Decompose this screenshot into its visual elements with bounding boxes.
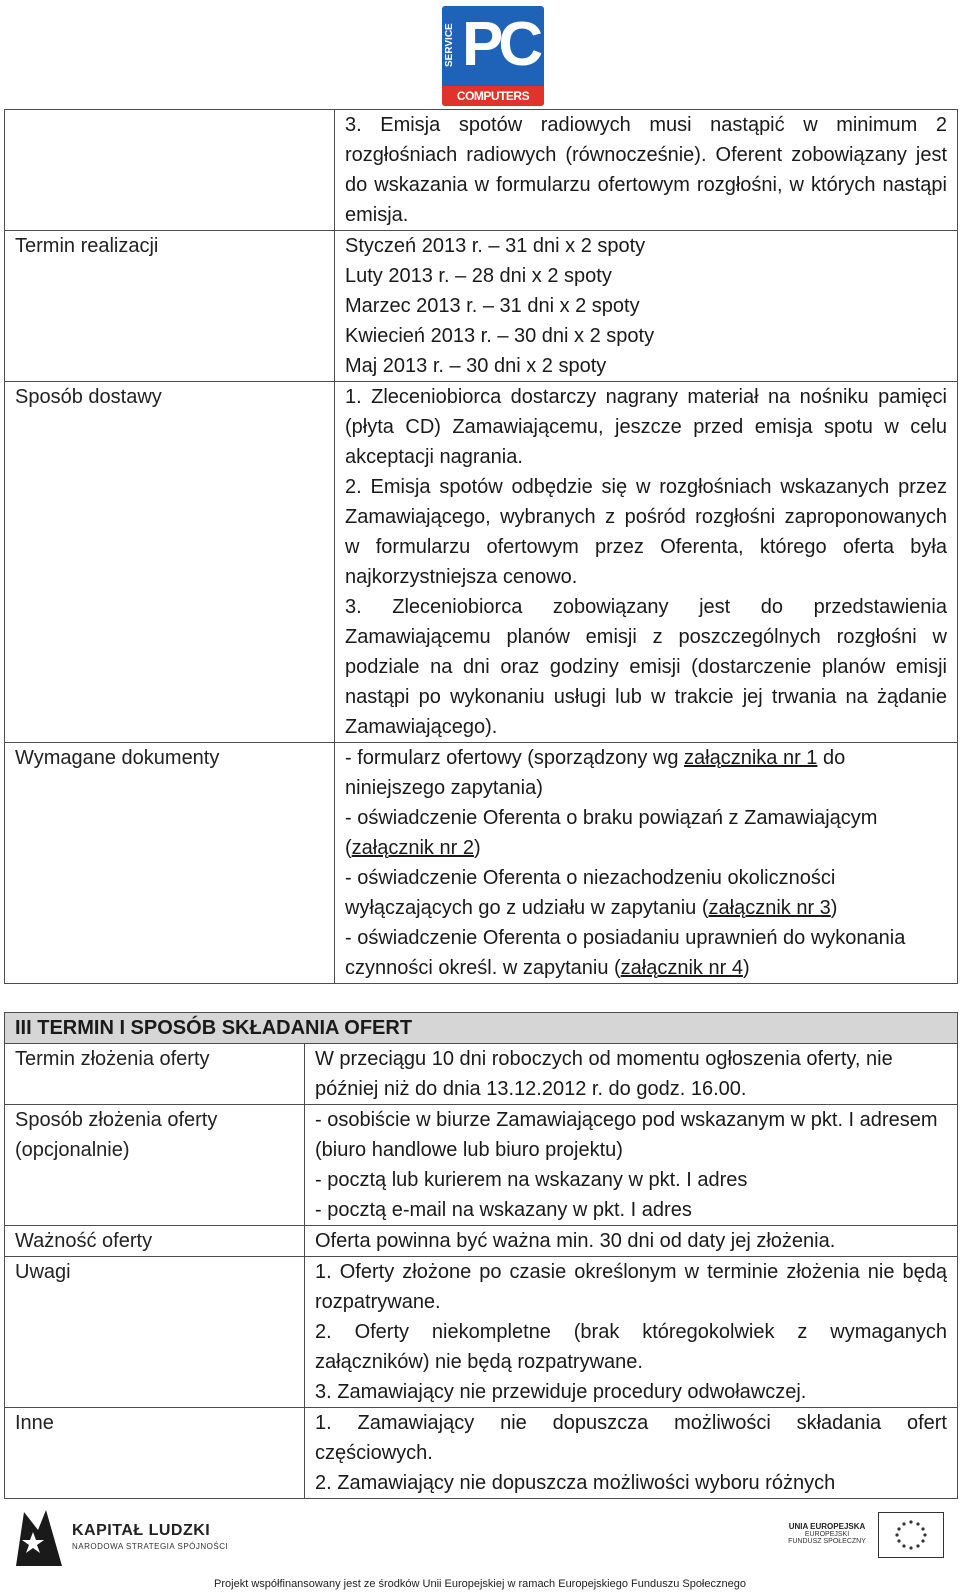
- schedule-line: Luty 2013 r. – 28 dni x 2 spoty: [345, 265, 612, 287]
- kapital-ludzki-text: [72, 1522, 228, 1551]
- company-logo: [442, 6, 544, 106]
- document-text: ): [473, 837, 481, 859]
- schedule-line: Maj 2013 r. – 30 dni x 2 spoty: [345, 355, 607, 377]
- content-line: - pocztą lub kurierem na wskazany w pkt. I adres: [315, 1169, 748, 1191]
- schedule-line: Styczeń 2013 r. – 31 dni x 2 spoty: [345, 235, 646, 257]
- eu-line-1: UNIA EUROPEJSKA: [788, 1522, 866, 1531]
- kl-subtitle: NARODOWA STRATEGIA SPÓJNOŚCI: [72, 1542, 229, 1551]
- row-label-waznosc-oferty: Ważność oferty: [5, 1226, 305, 1257]
- logo-pc-text: PC: [462, 10, 539, 79]
- paragraph: 2. Emisja spotów odbędzie się w rozgłośniach wskazanych przez Zamawiającego, wybranych z pośród rozgłośni zaproponowanych w formularzu ofertowym przez Oferenta, którego oferta była najkorzystniejsza cenowo.: [345, 476, 947, 588]
- row-content: [335, 382, 958, 743]
- eu-line-3: FUNDUSZ SPOŁECZNY: [788, 1538, 866, 1545]
- kapital-ludzki-logo-icon: [16, 1510, 62, 1566]
- paragraph: 3. Emisja spotów radiowych musi nastąpić w minimum 2 rozgłośniach radiowych (równocześnie). Oferent zobowiązany jest do wskazania w formularzu ofertowym rozgłośni, w których nastąpi emisja.: [345, 114, 947, 226]
- document-item: [345, 923, 947, 983]
- row-content: [305, 1226, 958, 1257]
- content-line: Oferta powinna być ważna min. 30 dni od daty jej złożenia.: [315, 1230, 836, 1252]
- content-line: 3. Zamawiający nie przewiduje procedury odwoławczej.: [315, 1381, 807, 1403]
- page-footer: [0, 1500, 960, 1595]
- table-row: [5, 1257, 958, 1408]
- row-label-wymagane-dokumenty: Wymagane dokumenty: [5, 743, 335, 984]
- row-content: [305, 1408, 958, 1499]
- logo-service-text: SERVICE: [444, 23, 455, 67]
- document-text: - formularz ofertowy (sporządzony wg: [345, 747, 685, 769]
- row-label: [5, 110, 335, 231]
- document-text: do niniejszego zapytania): [345, 747, 846, 799]
- table-row: [5, 231, 958, 382]
- row-content: [335, 231, 958, 382]
- attachment-link-2[interactable]: załącznik nr 2: [351, 837, 474, 859]
- table-row: [5, 1408, 958, 1499]
- row-label-inne: Inne: [5, 1408, 305, 1499]
- document-text: - oświadczenie Oferenta o braku powiązań z Zamawiającym (: [345, 807, 878, 859]
- document-text: ): [830, 897, 838, 919]
- kl-title: KAPITAŁ LUDZKI: [72, 1522, 211, 1539]
- row-content: [335, 743, 958, 984]
- paragraph: 1. Zleceniobiorca dostarczy nagrany materiał na nośniku pamięci (płyta CD) Zamawiającemu, jeszcze przed emisja spotu w celu akceptacji nagrania.: [345, 386, 947, 468]
- row-content: [305, 1105, 958, 1226]
- document-item: [345, 863, 947, 923]
- attachment-link-1[interactable]: załącznika nr 1: [684, 747, 818, 769]
- row-label-termin-zlozenia: Termin złożenia oferty: [5, 1044, 305, 1105]
- table-row: [5, 743, 958, 984]
- logo-computers-text: COMPUTERS: [442, 86, 544, 106]
- content-line: 2. Oferty niekompletne (brak któregokolwiek z wymaganych załączników) nie będą rozpatrywane.: [315, 1321, 947, 1373]
- content-line: 2. Zamawiający nie dopuszcza możliwości wyboru różnych: [315, 1472, 836, 1494]
- content-line: - osobiście w biurze Zamawiającego pod wskazanym w pkt. I adresem (biuro handlowe lub biuro projektu): [315, 1109, 938, 1161]
- section-title: III TERMIN I SPOSÓB SKŁADANIA OFERT: [5, 1013, 958, 1044]
- document-text: - oświadczenie Oferenta o niezachodzeniu okoliczności wyłączających go z udziału w zapytaniu (: [345, 867, 836, 919]
- schedule-line: Marzec 2013 r. – 31 dni x 2 spoty: [345, 295, 640, 317]
- attachment-link-3[interactable]: załącznik nr 3: [708, 897, 831, 919]
- document-item: [345, 743, 947, 803]
- content-line: - pocztą e-mail na wskazany w pkt. I adres: [315, 1199, 692, 1221]
- table-row: [5, 110, 958, 231]
- table-row: [5, 382, 958, 743]
- row-label-termin-realizacji: Termin realizacji: [5, 231, 335, 382]
- content-line: W przeciągu 10 dni roboczych od momentu ogłoszenia oferty, nie później niż do dnia 13.12.2012 r. do godz. 16.00.: [315, 1048, 893, 1100]
- row-label-uwagi: Uwagi: [5, 1257, 305, 1408]
- document-text: - oświadczenie Oferenta o posiadaniu uprawnień do wykonania czynności określ. w zapytaniu (: [345, 927, 906, 979]
- row-content: [335, 110, 958, 231]
- content-line: 1. Zamawiający nie dopuszcza możliwości składania ofert częściowych.: [315, 1412, 947, 1464]
- row-content: [305, 1044, 958, 1105]
- footer-note: Projekt współfinansowany jest ze środków Unii Europejskiej w ramach Europejskiego Funduszu Społecznego: [214, 1578, 746, 1590]
- requirements-table: [4, 109, 958, 984]
- row-content: [305, 1257, 958, 1408]
- section-header-row: [5, 1013, 958, 1044]
- table-row: [5, 1226, 958, 1257]
- schedule-line: Kwiecień 2013 r. – 30 dni x 2 spoty: [345, 325, 655, 347]
- paragraph: 3. Zleceniobiorca zobowiązany jest do przedstawienia Zamawiającemu planów emisji z poszczególnych rozgłośni w podziale na dni oraz godziny emisji (dostarczenie planów emisji nastąpi po wykonaniu usługi lub w trakcie jej trwania na żądanie Zamawiającego).: [345, 596, 947, 738]
- table-row: [5, 1105, 958, 1226]
- eu-line-2: EUROPEJSKI: [804, 1531, 850, 1538]
- row-label-sposob-dostawy: Sposób dostawy: [5, 382, 335, 743]
- table-row: [5, 1044, 958, 1105]
- eu-flag-icon: [878, 1512, 944, 1558]
- offer-submission-table: [4, 1012, 958, 1499]
- row-label-sposob-zlozenia: Sposób złożenia oferty (opcjonalnie): [5, 1105, 305, 1226]
- content-line: 1. Oferty złożone po czasie określonym w terminie złożenia nie będą rozpatrywane.: [315, 1261, 947, 1313]
- eu-text: [784, 1522, 870, 1545]
- document-text: ): [742, 957, 750, 979]
- attachment-link-4[interactable]: załącznik nr 4: [620, 957, 743, 979]
- document-item: [345, 803, 947, 863]
